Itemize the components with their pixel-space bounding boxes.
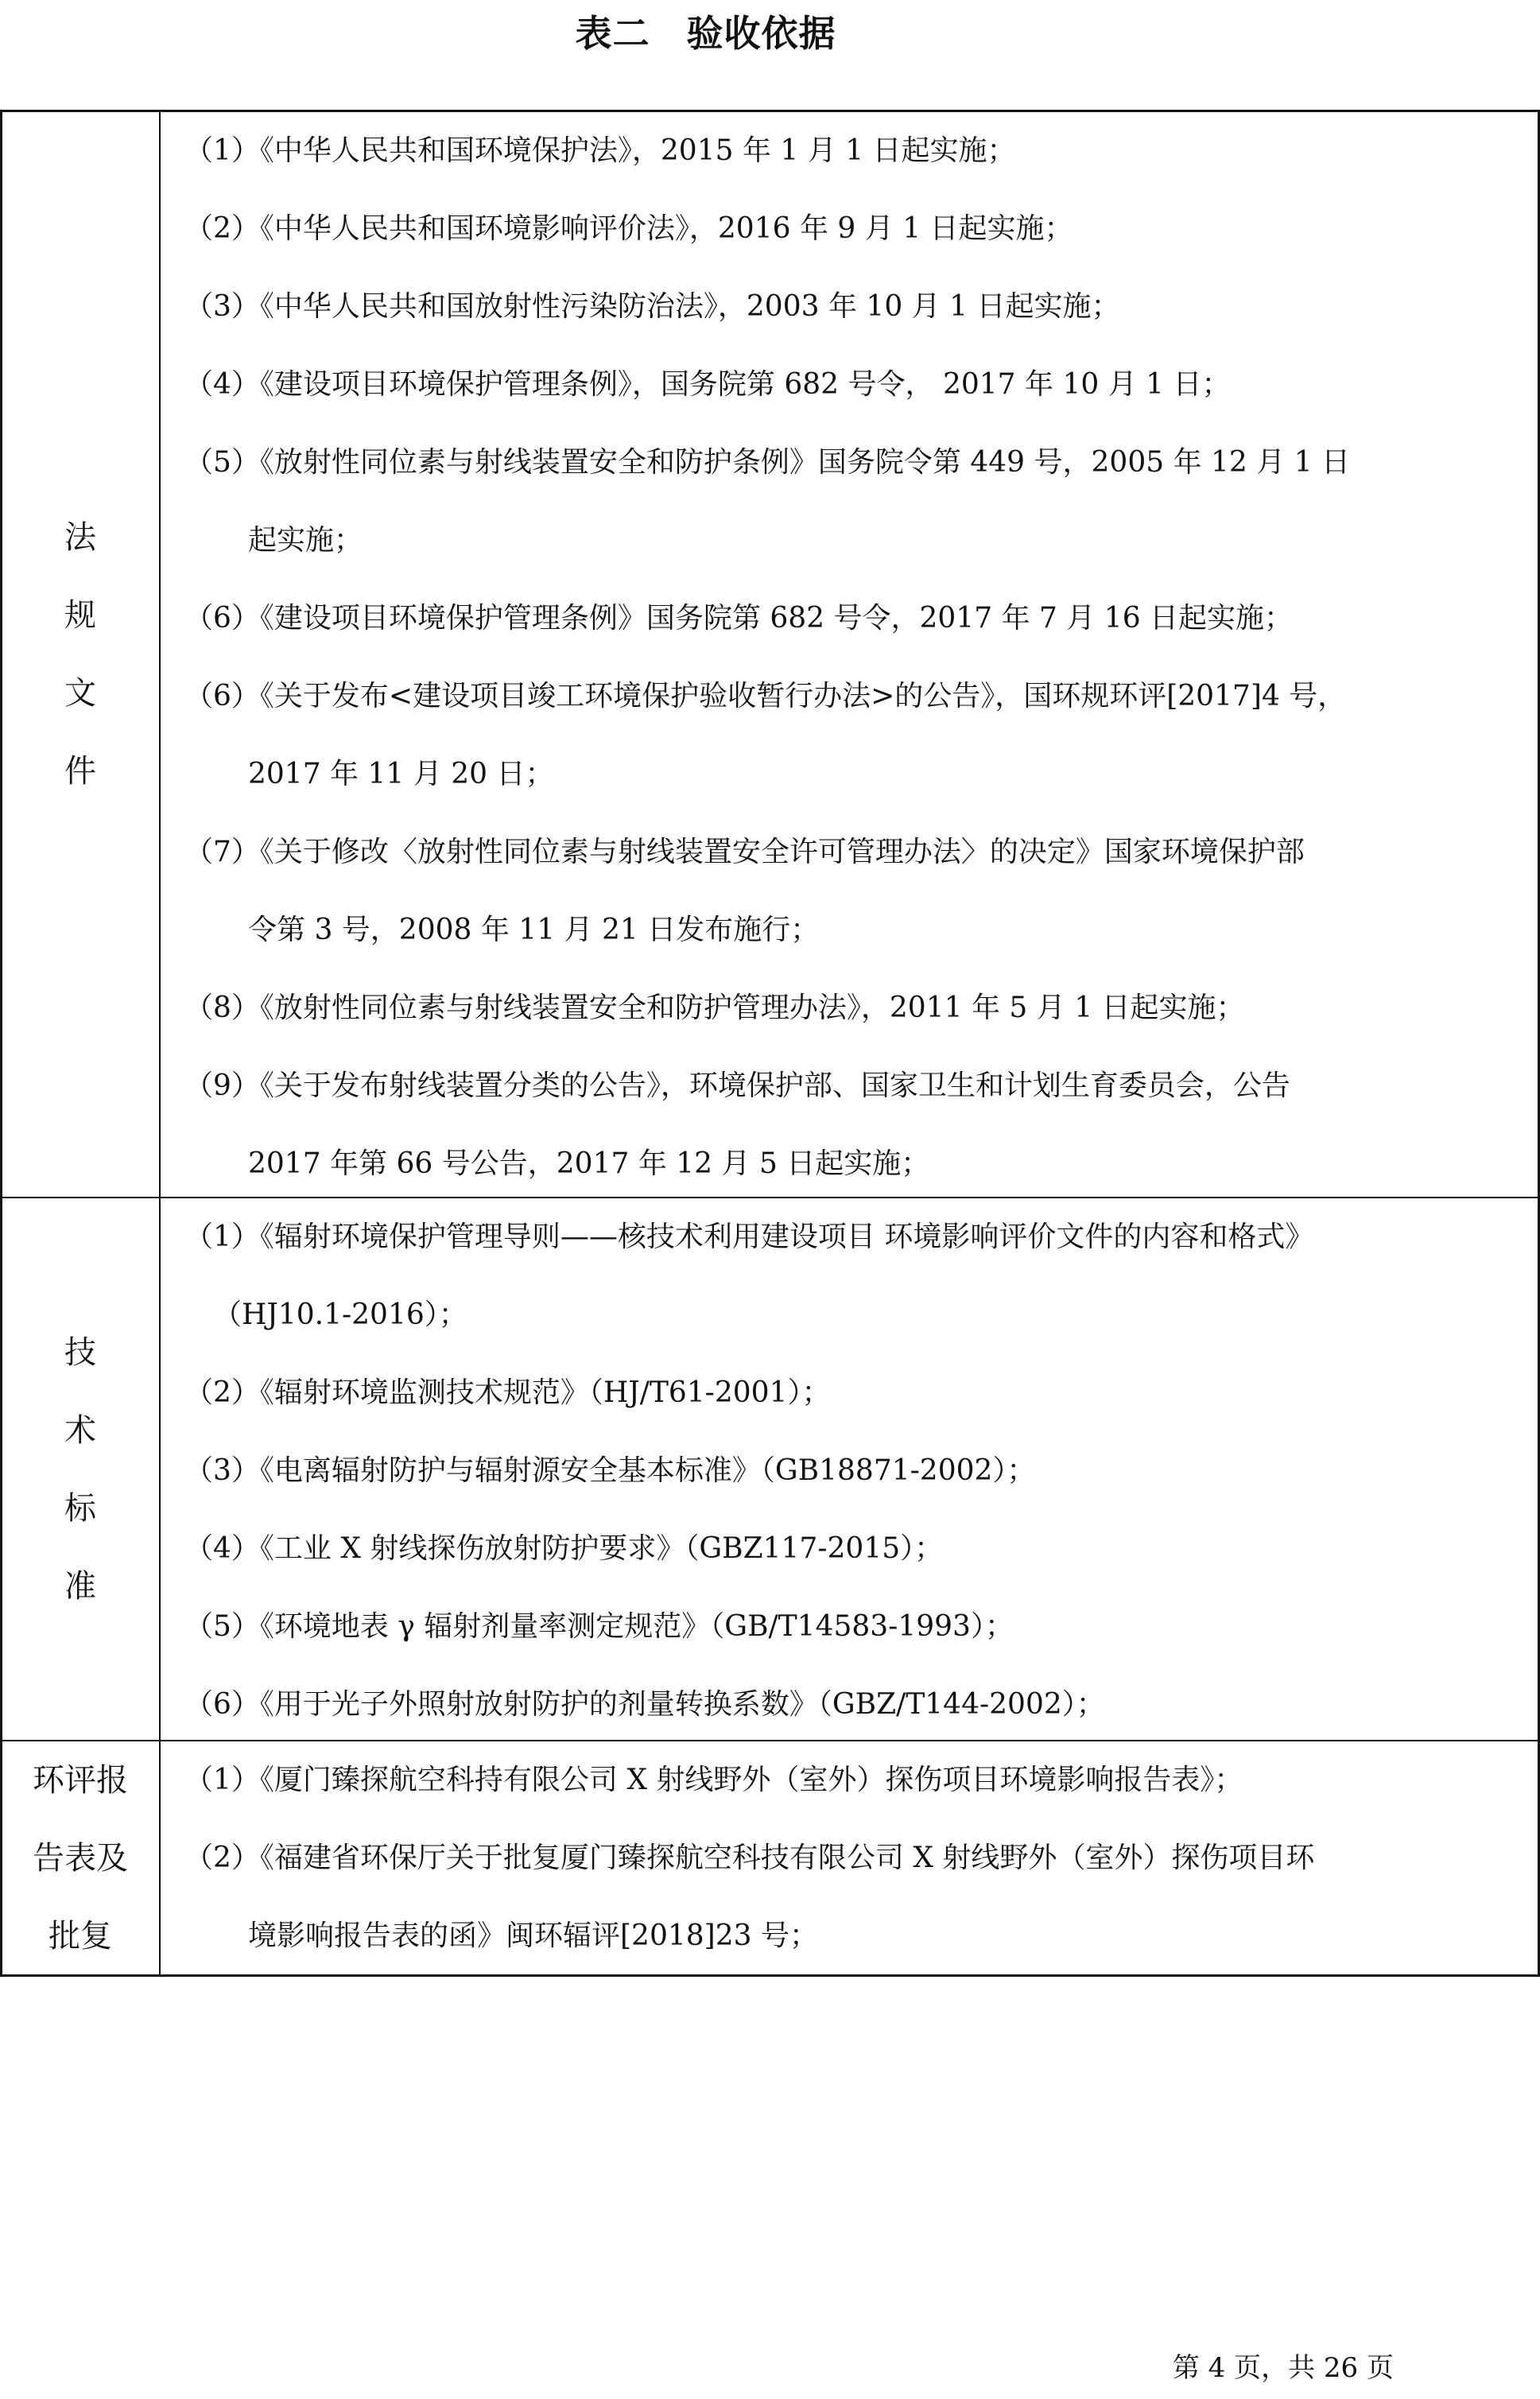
list-item: （1）《厦门臻探航空科持有限公司 X 射线野外（室外）探伤项目环境影响报告表》； bbox=[184, 1764, 1243, 1796]
label-char: 法 bbox=[64, 519, 96, 556]
page-number: 第 4 页，共 26 页 bbox=[1172, 2352, 1394, 2384]
list-item: （1）《中华人民共和国环境保护法》，2015 年 1 月 1 日起实施； bbox=[184, 134, 1016, 167]
label-line: 环评报 bbox=[33, 1761, 128, 1799]
regulations-list bbox=[184, 112, 1528, 1203]
title-heading: 验收依据 bbox=[686, 12, 836, 55]
page-title bbox=[0, 8, 1411, 59]
standards-list bbox=[184, 1198, 1528, 1744]
label-char: 准 bbox=[64, 1567, 96, 1605]
list-item-continuation: （HJ10.1-2016）； bbox=[213, 1298, 467, 1331]
label-char: 技 bbox=[64, 1333, 96, 1371]
list-item: （4）《建设项目环境保护管理条例》，国务院第 682 号令， 2017 年 10 月 1 日； bbox=[184, 368, 1231, 401]
list-item: （2）《辐射环境监测技术规范》（HJ/T61-2001）； bbox=[184, 1376, 831, 1409]
label-char: 文 bbox=[64, 675, 96, 712]
list-item: （2）《福建省环保厅关于批复厦门臻探航空科技有限公司 X 射线野外（室外）探伤项目环 bbox=[184, 1842, 1315, 1874]
list-item: （4）《工业 X 射线探伤放射防护要求》（GBZ117-2015）； bbox=[184, 1532, 944, 1565]
list-item: （1）《辐射环境保护管理导则——核技术利用建设项目 环境影响评价文件的内容和格式》 bbox=[184, 1221, 1314, 1253]
list-item-continuation: 起实施； bbox=[248, 524, 363, 557]
list-item: （6）《用于光子外照射放射防护的剂量转换系数》（GBZ/T144-2002）； bbox=[184, 1688, 1105, 1721]
list-item-continuation: 令第 3 号，2008 年 11 月 21 日发布施行； bbox=[248, 914, 820, 946]
list-item-continuation: 境影响报告表的函》闽环辐评[2018]23 号； bbox=[248, 1920, 818, 1952]
label-char: 规 bbox=[64, 597, 96, 634]
list-item: （3）《电离辐射防护与辐射源安全基本标准》（GB18871-2002）； bbox=[184, 1454, 1036, 1487]
list-item-continuation: 2017 年 11 月 20 日； bbox=[248, 758, 554, 790]
eia-report-list bbox=[184, 1741, 1528, 1975]
list-item: （8）《放射性同位素与射线装置安全和防护管理办法》，2011 年 5 月 1 日起实施； bbox=[184, 992, 1245, 1024]
title-table-number: 表二 bbox=[575, 12, 650, 55]
section-label-regulations bbox=[2, 112, 159, 1197]
label-char: 标 bbox=[64, 1489, 96, 1527]
list-item: （3）《中华人民共和国放射性污染防治法》，2003 年 10 月 1 日起实施； bbox=[184, 290, 1120, 323]
list-item: （6）《关于发布<建设项目竣工环境保护验收暂行办法>的公告》，国环规环评[2017]4 号， bbox=[184, 680, 1347, 712]
list-item: （9）《关于发布射线装置分类的公告》，环境保护部、国家卫生和计划生育委员会，公告 bbox=[184, 1069, 1290, 1102]
list-item: （5）《环境地表 γ 辐射剂量率测定规范》（GB/T14583-1993）； bbox=[184, 1610, 1014, 1643]
list-item: （7）《关于修改〈放射性同位素与射线装置安全许可管理办法〉的决定》国家环境保护部 bbox=[184, 836, 1305, 868]
table-column-divider bbox=[159, 110, 161, 1977]
label-char: 件 bbox=[64, 753, 96, 790]
section-label-technical-standards bbox=[2, 1198, 159, 1740]
label-line: 批复 bbox=[48, 1917, 112, 1955]
label-line: 告表及 bbox=[33, 1839, 128, 1877]
list-item-continuation: 2017 年第 66 号公告，2017 年 12 月 5 日起实施； bbox=[248, 1147, 930, 1180]
section-label-eia-report bbox=[2, 1741, 159, 1974]
list-item: （6）《建设项目环境保护管理条例》国务院第 682 号令，2017 年 7 月 16 日起实施； bbox=[184, 602, 1294, 635]
list-item: （2）《中华人民共和国环境影响评价法》，2016 年 9 月 1 日起实施； bbox=[184, 212, 1073, 245]
list-item: （5）《放射性同位素与射线装置安全和防护条例》国务院令第 449 号，2005 年 12 月 1 日 bbox=[184, 446, 1351, 479]
label-char: 术 bbox=[64, 1411, 96, 1449]
